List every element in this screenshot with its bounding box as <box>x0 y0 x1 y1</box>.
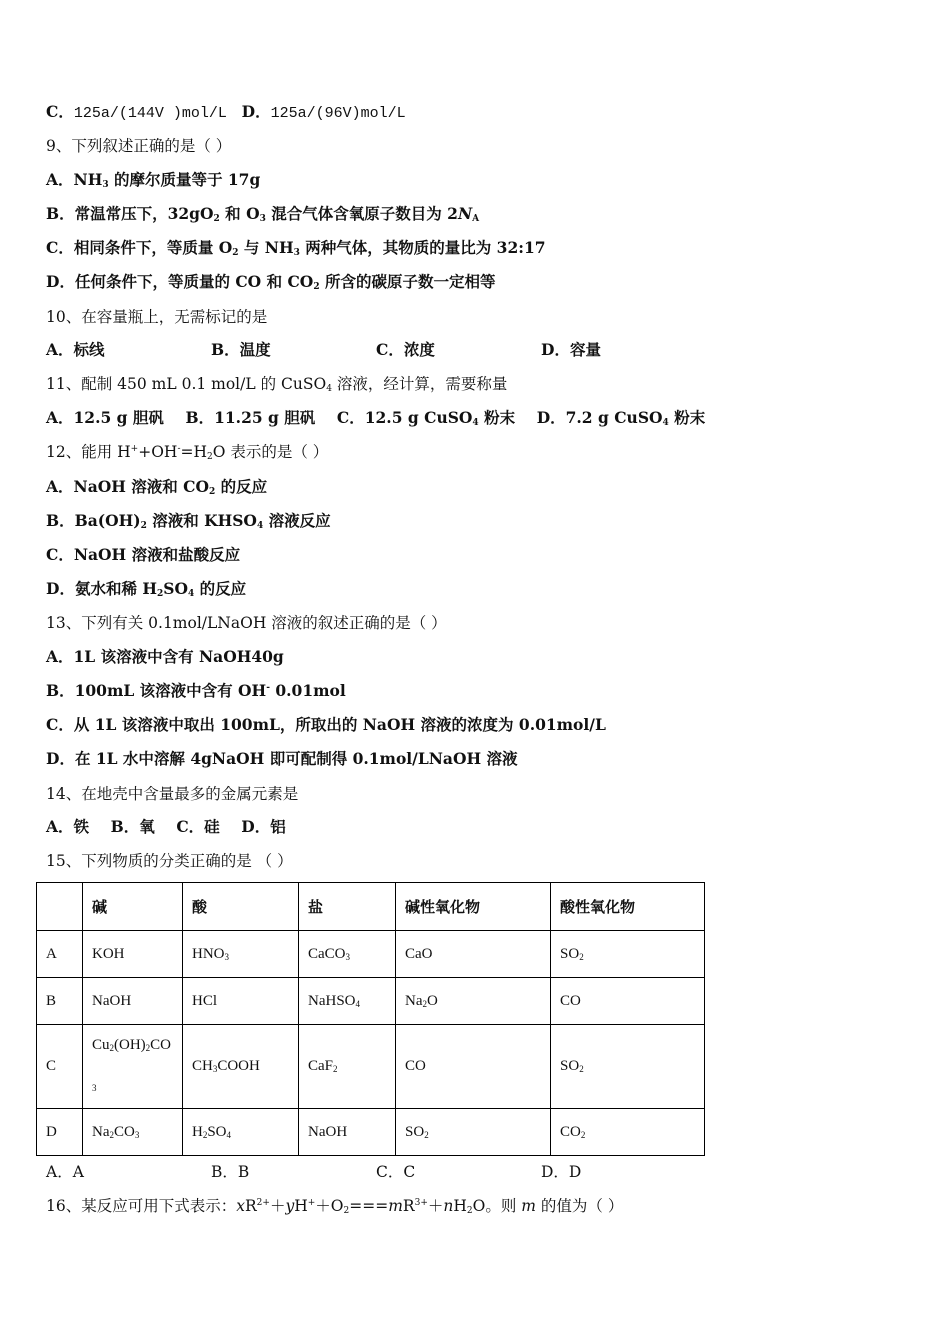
q13-option-a: A．1L 该溶液中含有 NaOH40g <box>46 647 284 666</box>
row-label: D <box>37 1109 83 1156</box>
table-cell: CO <box>551 978 705 1025</box>
table-header-cell: 碱 <box>83 883 183 931</box>
table-cell: $Na_2CO_3$ <box>83 1109 183 1156</box>
table-header-cell: 盐 <box>299 883 396 931</box>
q8-c-text: 125a/(144V )mol/L <box>73 105 227 122</box>
q10-option-b: B．温度 <box>211 340 271 359</box>
table-cell: $HNO_3$ <box>183 931 299 978</box>
q12-option-c: C．NaOH 溶液和盐酸反应 <box>46 545 241 564</box>
q14-option-c: C．硅 <box>176 817 220 836</box>
table-cell: KOH <box>83 931 183 978</box>
table-cell: $SO_2$ <box>551 931 705 978</box>
table-cell: CO <box>396 1025 551 1109</box>
q12-stem: 12、能用 $H^++OH^-=H_2O$ 表示的是（ ） <box>46 443 329 462</box>
q15-stem: 15、下列物质的分类正确的是 （ ） <box>46 852 293 870</box>
q11-stem: 11、配制 450 mL 0.1 mol/L 的 CuSO$_4$ 溶液，经计算，需要称量 <box>46 375 508 394</box>
table-cell: $SO_2$ <box>551 1025 705 1109</box>
q13-option-b: B．100mL 该溶液中含有 OH- 0.01mol <box>46 681 346 700</box>
table-cell: $CH_3COOH$ <box>183 1025 299 1109</box>
q16-stem: 16、某反应可用下式表示：$xR^{2+}+yH^++O_2===mR^{3+}+nH_2O$。则 m 的值为（ ） <box>46 1197 624 1216</box>
q13-option-d: D．在 1L 水中溶解 4gNaOH 即可配制得 0.1mol/LNaOH 溶液 <box>46 749 518 768</box>
table-header-cell: 碱性氧化物 <box>396 883 551 931</box>
table-cell: HCl <box>183 978 299 1025</box>
q11-option-c: C．12.5 g CuSO$_4$ 粉末 <box>336 408 516 428</box>
q15-option-d: D．D <box>541 1163 582 1181</box>
q8-d-text: 125a/(96V)mol/L <box>270 105 406 122</box>
table-header-cell <box>37 883 83 931</box>
q13-stem: 13、下列有关 0.1mol/LNaOH 溶液的叙述正确的是（ ） <box>46 614 447 632</box>
table-cell: NaOH <box>299 1109 396 1156</box>
table-cell: CaCO$_3$ <box>299 931 396 978</box>
table-row <box>37 978 705 1025</box>
q15-option-b: B．B <box>211 1163 250 1181</box>
table-row <box>37 1025 705 1109</box>
q11-options <box>46 408 705 428</box>
q10-options <box>46 340 746 360</box>
q12-option-b: B．$Ba(OH)_2$ 溶液和 $KHSO_4$ 溶液反应 <box>46 511 331 531</box>
q8-d-label: D． <box>241 102 271 121</box>
q15-option-c: C．C <box>376 1163 416 1181</box>
q10-stem: 10、在容量瓶上，无需标记的是 <box>46 308 268 326</box>
table-header-row <box>37 883 705 931</box>
row-label: A <box>37 931 83 978</box>
q14-option-d: D．铝 <box>241 817 286 836</box>
q10-option-a: A．标线 <box>46 340 105 359</box>
table-cell: NaOH <box>83 978 183 1025</box>
table-cell: $CO_2$ <box>551 1109 705 1156</box>
table-cell: CaF$_2$ <box>299 1025 396 1109</box>
table-cell: $SO_2$ <box>396 1109 551 1156</box>
classification-table <box>36 882 705 1156</box>
q9-option-a: A．$NH_3$ 的摩尔质量等于 17g <box>46 170 261 190</box>
q14-option-a: A．铁 <box>46 817 90 836</box>
table-cell: $H_2SO_4$ <box>183 1109 299 1156</box>
q14-option-b: B．氧 <box>110 817 155 836</box>
q11-option-a: A．12.5 g 胆矾 <box>46 408 164 427</box>
q15-options <box>46 1162 746 1182</box>
q10-option-d: D．容量 <box>541 340 601 359</box>
q12-option-d: D．氨水和稀 $H_2SO_4$ 的反应 <box>46 579 247 599</box>
table-cell: NaHSO$_4$ <box>299 978 396 1025</box>
row-label: C <box>37 1025 83 1109</box>
q8-c-label: C． <box>46 102 74 121</box>
table-header-cell: 酸 <box>183 883 299 931</box>
q15-option-a: A．A <box>46 1163 84 1181</box>
q9-stem: 9、下列叙述正确的是（ ） <box>46 137 232 155</box>
table-cell: CaO <box>396 931 551 978</box>
table-row <box>37 1109 705 1156</box>
q8-options-cd <box>46 102 406 124</box>
table-header-cell: 酸性氧化物 <box>551 883 705 931</box>
q11-option-b: B．11.25 g 胆矾 <box>185 408 316 427</box>
q11-option-d: D．7.2 g CuSO$_4$ 粉末 <box>536 408 706 428</box>
q10-option-c: C．浓度 <box>376 340 435 359</box>
table-row <box>37 931 705 978</box>
row-label: B <box>37 978 83 1025</box>
q13-option-c: C．从 1L 该溶液中取出 100mL，所取出的 NaOH 溶液的浓度为 0.01mol/L <box>46 715 606 734</box>
table-cell: $Cu_2(OH)_2CO$ $_3$ <box>83 1025 183 1109</box>
q9-option-b: B．常温常压下，$32gO_2$ 和 $O_3$ 混合气体含氧原子数目为 $2N_A$ <box>46 204 480 224</box>
q14-stem: 14、在地壳中含量最多的金属元素是 <box>46 785 299 803</box>
q12-option-a: A．NaOH 溶液和 $CO_2$ 的反应 <box>46 477 268 497</box>
q9-option-d: D．任何条件下，等质量的 CO 和 $CO_2$ 所含的碳原子数一定相等 <box>46 272 496 292</box>
q14-options <box>46 817 286 837</box>
table-cell: $Na_2O$ <box>396 978 551 1025</box>
q9-option-c: C．相同条件下，等质量 $O_2$ 与 $NH_3$ 两种气体，其物质的量比为 32:17 <box>46 238 546 258</box>
